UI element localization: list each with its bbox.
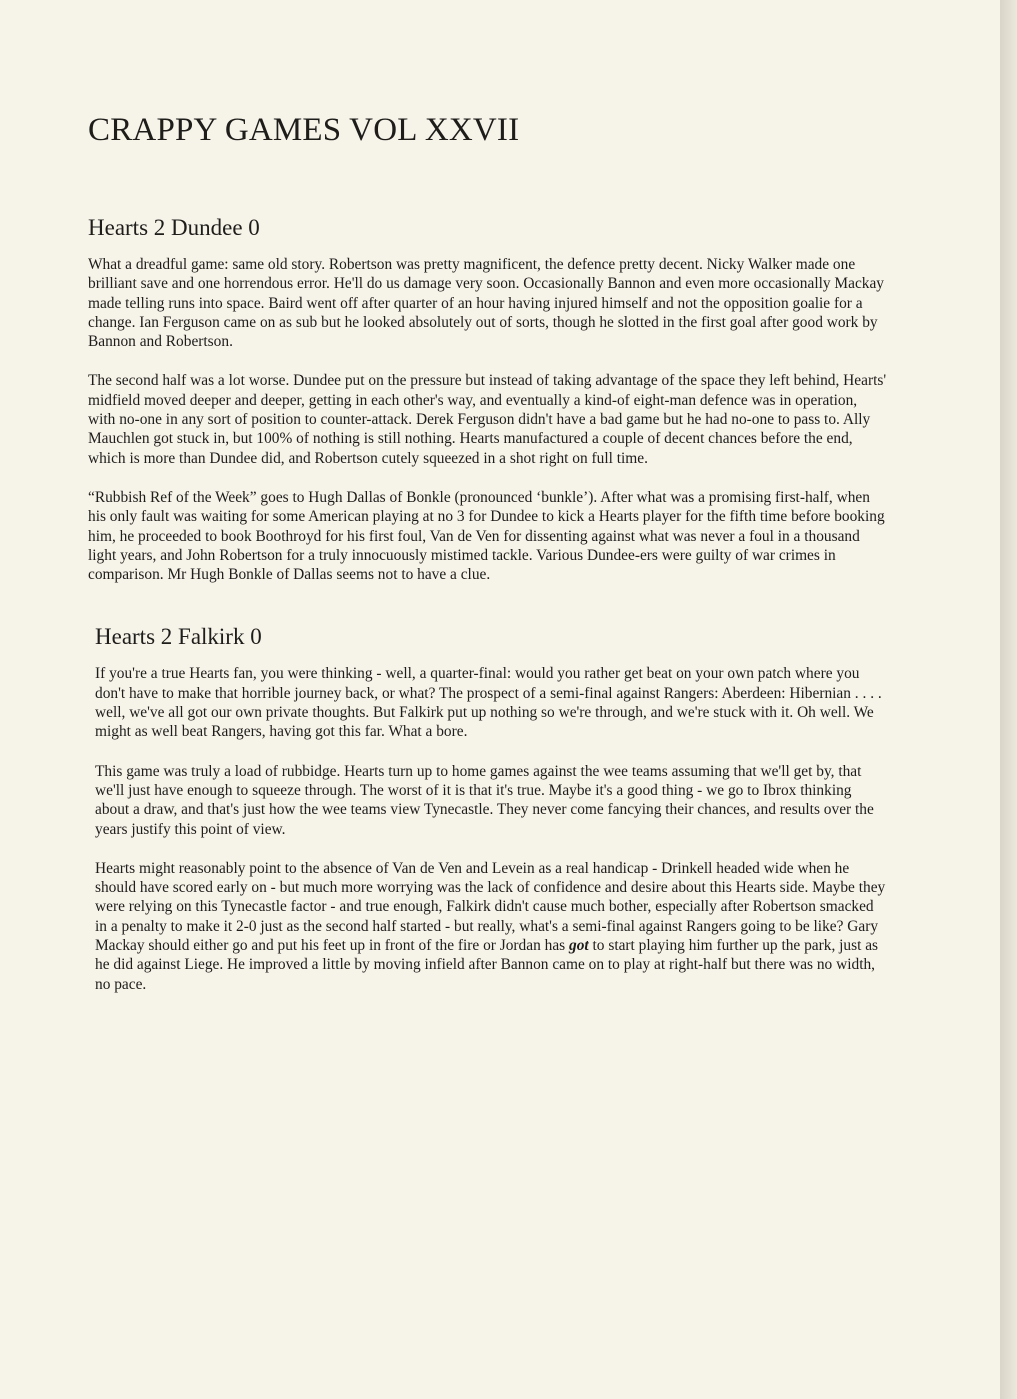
article-paragraph: What a dreadful game: same old story. Robertson was pretty magnificent, the defence pretty decent. Nicky Walker made one brilliant save and one horrendous error. He'll do us damage very soon. Occasionally Bannon and even more occasionally Mackay made telling runs into space. Baird went off after quarter of an hour having injured himself and not the opposition goalie for a change. Ian Ferguson came on as sub but he looked absolutely out of sorts, though he slotted in the first goal after good work by Bannon and Robertson. xyxy=(88,256,884,351)
article-heading: Hearts 2 Dundee 0 xyxy=(88,215,260,240)
emphasized-word: got xyxy=(569,937,589,955)
article-hearts-dundee xyxy=(88,215,888,584)
article-paragraph: If you're a true Hearts fan, you were thinking - well, a quarter-final: would you rather get beat on your own patch where you don't have to make that horrible journey back, or what? The prospect of a semi-final against Rangers: Aberdeen: Hibernian . . . . well, we've all got our own private thoughts. But Falkirk put up nothing so we're through, and we're stuck with it. Oh well. We might as well beat Rangers, having got this far. What a bore. xyxy=(95,665,882,741)
article-paragraph xyxy=(95,859,888,994)
document-body xyxy=(88,112,888,1014)
article-hearts-falkirk xyxy=(88,624,888,993)
article-paragraph: The second half was a lot worse. Dundee put on the pressure but instead of taking advantage of the space they left behind, Hearts' midfield moved deeper and deeper, getting in each other's way, and eventually a kind-of eight-man defence was in operation, with no-one in any sort of position to counter-attack. Derek Ferguson didn't have a bad game but he had no-one to pass to. Ally Mauchlen got stuck in, but 100% of nothing is still nothing. Hearts manufactured a couple of decent chances before the end, which is more than Dundee did, and Robertson cutely squeezed in a shot right on full time. xyxy=(88,372,887,467)
page-title: CRAPPY GAMES VOL XXVII xyxy=(88,112,520,148)
next-page-edge xyxy=(1000,0,1017,1399)
paragraph-text: to start playing him further up the park, just as he did against Liege. He improved a little by moving infield after Bannon came on to play at right-half but there was no width, no pace. xyxy=(95,937,879,993)
article-paragraph: This game was truly a load of rubbidge. Hearts turn up to home games against the wee teams assuming that we'll get by, that we'll just have enough to squeeze through. The worst of it is that it's true. Maybe it's a good thing - we go to Ibrox thinking about a draw, and that's just how the wee teams view Tynecastle. They never come fancying their chances, and results over the years justify this point of view. xyxy=(95,762,874,838)
article-heading: Hearts 2 Falkirk 0 xyxy=(95,624,262,650)
article-paragraph: “Rubbish Ref of the Week” goes to Hugh Dallas of Bonkle (pronounced ‘bunkle’). After what was a promising first-half, when his only fault was waiting for some American playing at no 3 for Dundee to kick a Hearts player for the fifth time before booking him, he proceeded to book Boothroyd for his first foul, Van de Ven for dissenting against what was never a foul in a thousand light years, and John Robertson for a truly innocuously mistimed tackle. Various Dundee-ers were guilty of war crimes in comparison. Mr Hugh Bonkle of Dallas seems not to have a clue. xyxy=(88,488,885,584)
paragraph-text: Hearts might reasonably point to the absence of Van de Ven and Levein as a real handicap - Drinkell headed wide when he should have scored early on - but much more worrying was the lack of confidence and desire about this Hearts side. Maybe they were relying on this Tynecastle factor - and true enough, Falkirk didn't cause much bother, especially after Robertson smacked in a penalty to make it 2-0 just as the second half started - but really, what's a semi-final against Rangers going to be like? Gary Mackay should either go and put his feet up in front of the fire or Jordan has xyxy=(95,859,886,955)
